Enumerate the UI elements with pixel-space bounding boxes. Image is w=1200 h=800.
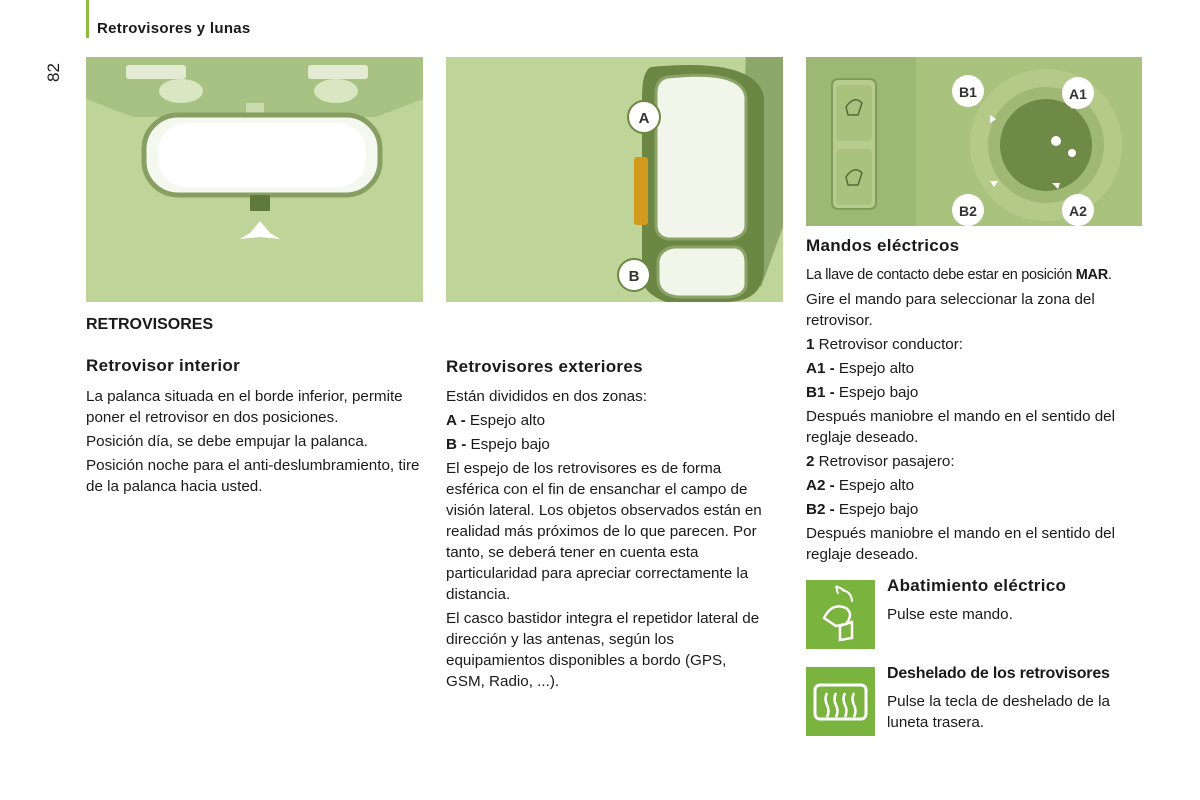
label-b1: B1	[959, 84, 977, 100]
a2-text: Espejo alto	[834, 477, 915, 494]
interior-mirror-paragraph-1: La palanca situada en el borde inferior, permite poner el retrovisor en dos posiciones.	[86, 388, 403, 426]
defrost-section	[887, 663, 1147, 736]
fold-mirror-icon	[806, 580, 875, 649]
right-column	[806, 235, 1146, 568]
exterior-zone-b	[446, 434, 768, 455]
exterior-mirror-illustration	[446, 57, 783, 302]
zone-b-key: B -	[446, 436, 467, 453]
label-a1: A1	[1069, 86, 1087, 102]
driver-number: 1	[806, 336, 815, 353]
defrost-title: Deshelado de los retrovisores	[887, 665, 1110, 682]
key-note-post: .	[1107, 267, 1112, 283]
b2-key: B2 -	[806, 501, 835, 518]
zone-a-key: A -	[446, 412, 466, 429]
fold-text: Pulse este mando.	[887, 606, 1013, 623]
exterior-paragraph-1: El espejo de los retrovisores es de forma esférica con el fin de ensanchar el campo de visión lateral. Los objetos observados están en realidad más próximos de lo que parecen. Por tanto, se deberá tener en cuenta esta particularidad para apreciar correctamente la distancia.	[446, 460, 762, 603]
subtitle-electric-controls: Mandos eléctricos	[806, 236, 960, 255]
key-note-pre: La llave de contacto debe estar en posición	[806, 267, 1076, 283]
key-note-mar: MAR	[1075, 267, 1108, 283]
b1-text: Espejo bajo	[834, 384, 919, 401]
passenger-a2-line	[806, 475, 1146, 496]
subtitle-exterior-mirrors: Retrovisores exteriores	[446, 357, 643, 376]
a1-key: A1 -	[806, 360, 835, 377]
passenger-mirror-line	[806, 451, 1146, 472]
b1-key: B1 -	[806, 384, 835, 401]
label-a2: A2	[1069, 203, 1087, 219]
zone-a-text: Espejo alto	[465, 412, 546, 429]
driver-b1-line	[806, 382, 1146, 403]
fold-section	[887, 575, 1147, 628]
key-position-note	[806, 265, 1146, 286]
driver-adjust-text: Después maniobre el mando en el sentido del reglaje deseado.	[806, 408, 1116, 446]
fold-title: Abatimiento eléctrico	[887, 576, 1067, 595]
label-b2: B2	[959, 203, 977, 219]
turn-knob-text: Gire el mando para seleccionar la zona del retrovisor.	[806, 291, 1095, 329]
driver-a1-line	[806, 358, 1146, 379]
mirror-controls-illustration	[806, 57, 1142, 226]
driver-text: Retrovisor conductor:	[814, 336, 964, 353]
a1-text: Espejo alto	[834, 360, 915, 377]
subtitle-interior-mirror: Retrovisor interior	[86, 356, 241, 375]
a2-key: A2 -	[806, 477, 835, 494]
interior-mirror-paragraph-2: Posición día, se debe empujar la palanca.	[86, 433, 368, 450]
middle-column	[446, 356, 768, 695]
passenger-b2-line	[806, 499, 1146, 520]
page-header-title: Retrovisores y lunas	[97, 20, 251, 37]
defrost-text: Pulse la tecla de deshelado de la luneta trasera.	[887, 693, 1110, 731]
exterior-zone-a	[446, 410, 768, 431]
zone-b-text: Espejo bajo	[466, 436, 550, 453]
passenger-text: Retrovisor pasajero:	[814, 453, 955, 470]
passenger-number: 2	[806, 453, 815, 470]
header-accent-bar	[86, 0, 89, 38]
exterior-intro: Están divididos en dos zonas:	[446, 388, 647, 405]
label-a: A	[638, 110, 650, 127]
passenger-adjust-text: Después maniobre el mando en el sentido del reglaje deseado.	[806, 525, 1116, 563]
interior-mirror-paragraph-3: Posición noche para el anti-deslumbramiento, tire de la palanca hacia usted.	[86, 457, 420, 495]
driver-mirror-line	[806, 334, 1146, 355]
interior-mirror-illustration	[86, 57, 423, 302]
label-b: B	[628, 268, 640, 285]
exterior-paragraph-2: El casco bastidor integra el repetidor lateral de dirección y las antenas, según los equipamientos disponibles a bordo (GPS, GSM, Radio, ...).	[446, 610, 760, 690]
page-number: 82	[44, 63, 63, 82]
defrost-icon	[806, 667, 875, 736]
section-title-retrovisores: RETROVISORES	[86, 316, 214, 333]
b2-text: Espejo bajo	[834, 501, 919, 518]
left-column	[86, 314, 426, 500]
